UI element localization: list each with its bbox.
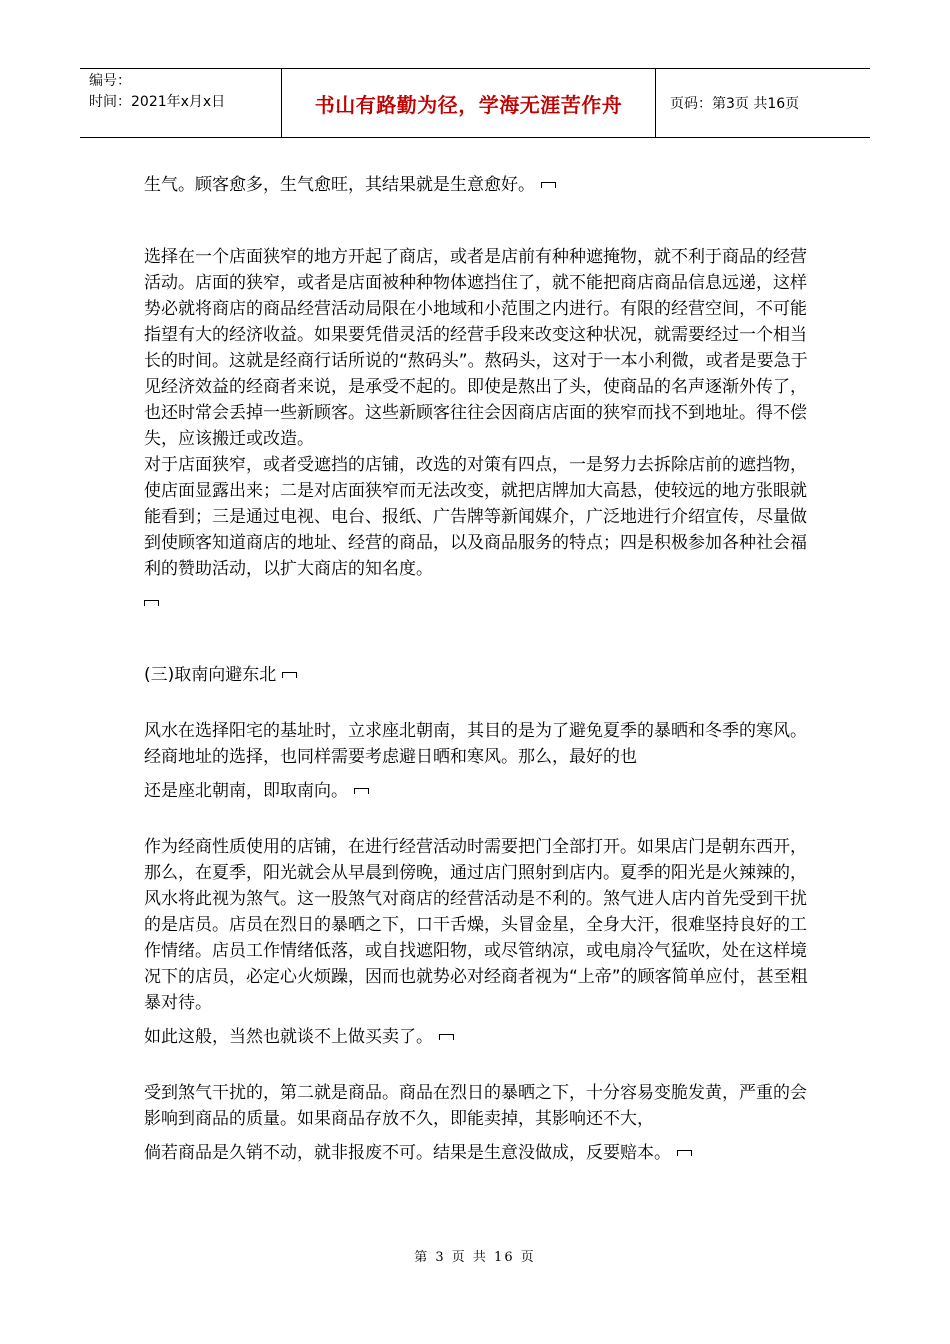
header-page-number: 页码：第3页 共16页	[670, 96, 800, 112]
section-heading: (三)取南向避东北	[144, 662, 812, 688]
paragraph-2: 选择在一个店面狭窄的地方开起了商店，或者是店前有种种遮掩物，就不利于商品的经营活动。店面的狭窄，或者是店面被种种物体遮挡住了，就不能把商店商品信息远递，这样势必就将商店的商品经营活动局限在小地域和小范围之内进行。有限的经营空间，不可能指望有大的经济收益。如果要凭借灵活的经营手段来改变这种状况，就需要经过一个相当长的时间。这就是经商行话所说的“熬码头”。熬码头，这对于一本小利微，或者是要急于见经济效益的经商者来说，是承受不起的。即使是熬出了头，使商品的名声逐渐外传了，也还时常会丢掉一些新顾客。这些新顾客往往会因商店店面的狭窄而找不到地址。得不偿失，应该搬迁或改造。	[144, 247, 808, 449]
paragraph-8: 受到煞气干扰的，第二就是商品。商品在烈日的暴晒之下，十分容易变脆发黄，严重的会影响到商品的质量。如果商品存放不久，即能卖掉，其影响还不大，	[144, 1083, 807, 1129]
document-body	[144, 172, 812, 1166]
header-meta	[80, 69, 282, 137]
paragraph-3: 对于店面狭窄，或者受遮挡的店铺，改选的对策有四点，一是努力去拆除店前的遮挡物，使店面显露出来；二是对店面狭窄而无法改变，就把店牌加大高悬，使较远的地方张眼就能看到；三是通过电视、电台、报纸、广告牌等新闻媒介，广泛地进行介绍宣传，尽量做到使顾客知道商店的地址、经营的商品，以及商品服务的特点；四是积极参加各种社会福利的赞助活动，以扩大商店的知名度。	[144, 455, 807, 579]
paragraph-7: 如此这般，当然也就谈不上做买卖了。	[144, 1024, 812, 1050]
paragraph-9: 倘若商品是久销不动，就非报废不可。结果是生意没做成，反要赔本。	[144, 1140, 812, 1166]
paragraph-6: 作为经商性质使用的店铺，在进行经营活动时需要把门全部打开。如果店门是朝东西开，那么，在夏季，阳光就会从早晨到傍晚，通过店门照射到店内。夏季的阳光是火辣辣的，风水将此视为煞气。这一股煞气对商店的经营活动是不利的。煞气进人店内首先受到干扰的是店员。店员在烈日的暴晒之下，口干舌燥，头冒金星，全身大汗，很难坚持良好的工作情绪。店员工作情绪低落，或自找遮阳物，或尽管纳凉，或电扇冷气猛吹，处在这样境况下的店员，必定心火烦躁，因而也就势必对经商者视为“上帝”的顾客简单应付，甚至粗暴对待。	[144, 837, 808, 1013]
paragraph-mark-icon	[677, 1150, 692, 1156]
page-footer: 第 3 页 共 16 页	[414, 1250, 536, 1265]
paragraph-1: 生气。顾客愈多，生气愈旺，其结果就是生意愈好。	[144, 172, 812, 198]
paragraph-5: 还是座北朝南，即取南向。	[144, 778, 812, 804]
paragraph-mark-icon	[354, 788, 369, 794]
paragraph-mark-icon	[439, 1034, 454, 1040]
document-number-label: 编号：	[89, 73, 131, 89]
paragraph-mark-icon	[144, 600, 159, 606]
paragraph-4: 风水在选择阳宅的基址时，立求座北朝南，其目的是为了避免夏季的暴晒和冬季的寒风。经商地址的选择，也同样需要考虑避日晒和寒风。那么，最好的也	[144, 721, 807, 767]
paragraph-mark-line	[144, 590, 812, 616]
paragraph-mark-icon	[282, 672, 297, 678]
page-header	[80, 68, 870, 138]
paragraph-mark-icon	[541, 182, 556, 188]
header-motto: 书山有路勤为径，学海无涯苦作舟	[282, 69, 656, 137]
document-time-label: 时间：2021年x月x日	[89, 94, 226, 110]
